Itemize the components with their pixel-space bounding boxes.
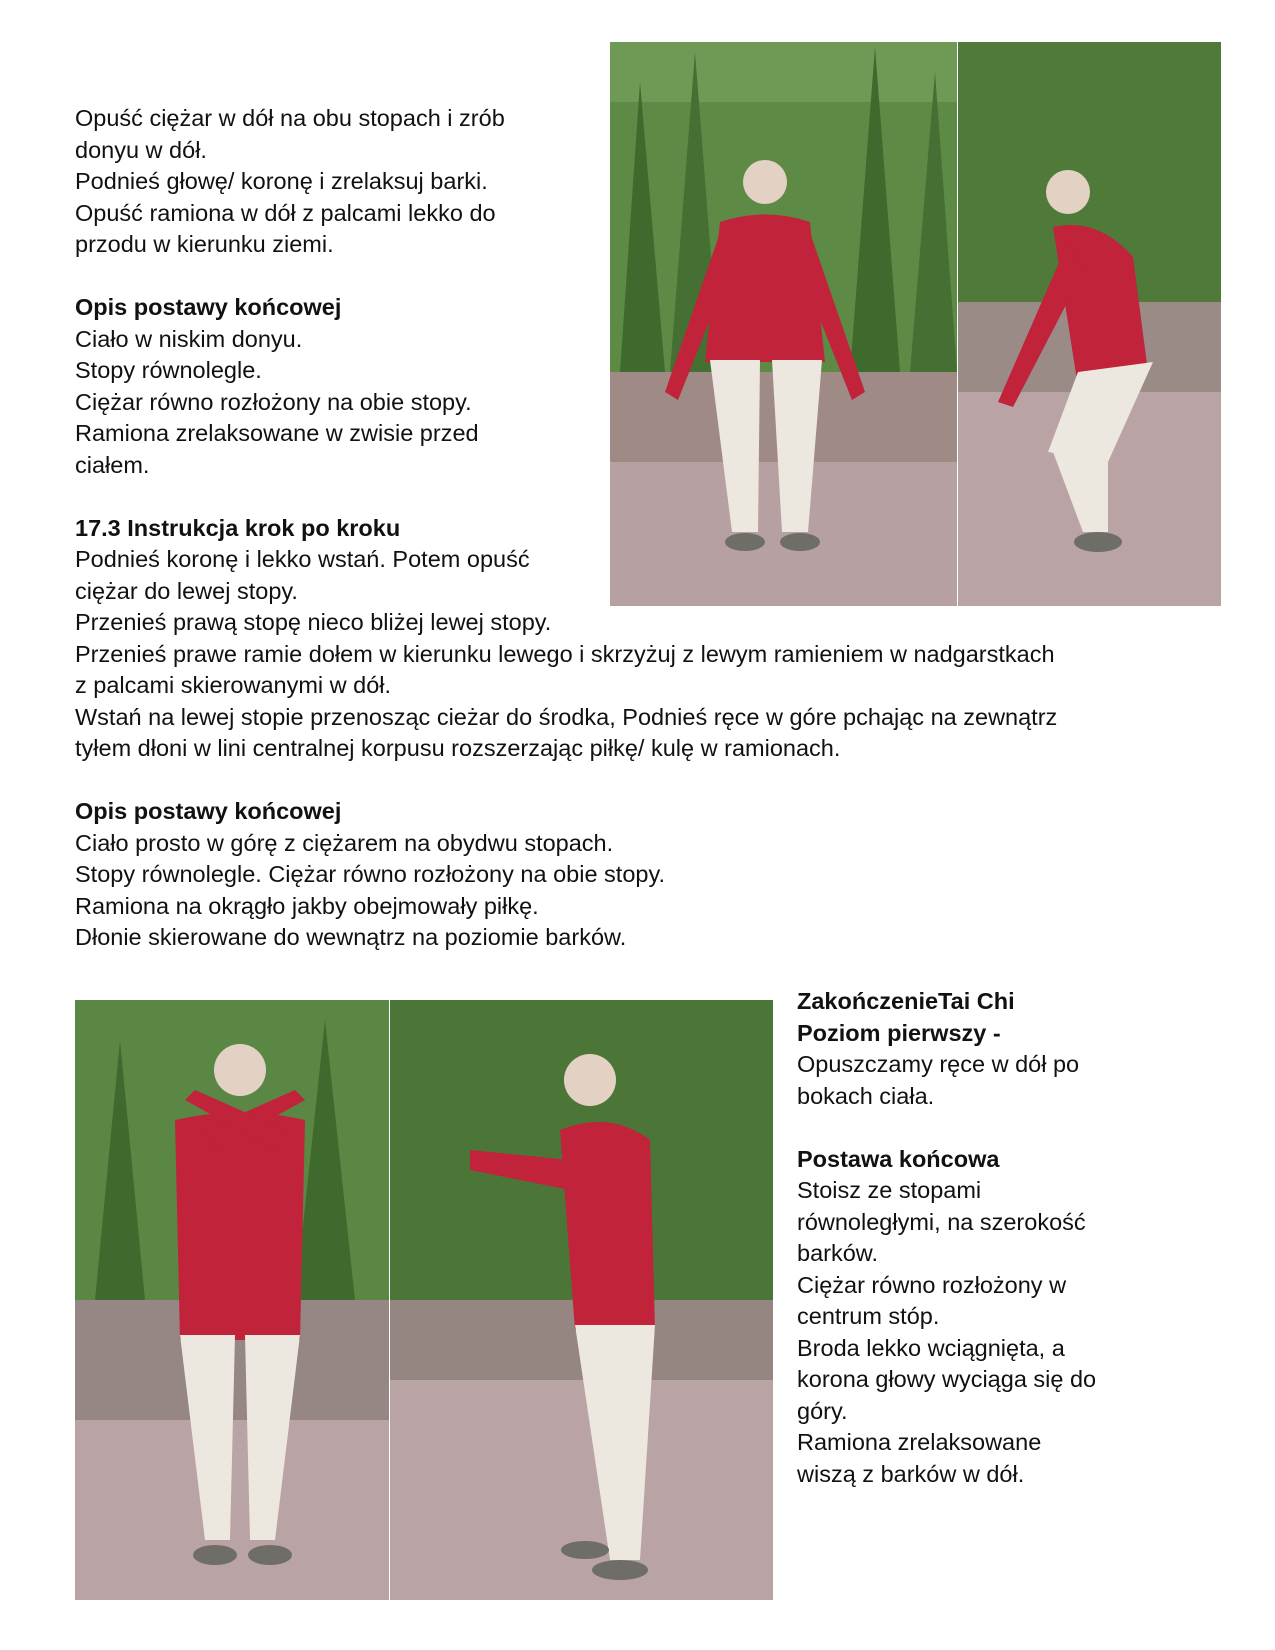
text-line: Stopy równolegle.	[75, 357, 262, 383]
text-line: Stoisz ze stopami	[797, 1177, 982, 1203]
text-line: Podnieś koronę i lekko wstań. Potem opuść	[75, 546, 530, 572]
text-line: Ciało prosto w górę z ciężarem na obydwu stopach.	[75, 829, 614, 856]
text-line: Ramiona na okrągło jakby obejmowały piłkę.	[75, 892, 539, 919]
text-line: z palcami skierowanymi w dół.	[75, 672, 392, 698]
text-line: Przenieś prawe ramie dołem w kierunku lewego i skrzyżuj z lewym ramieniem w nadgarstkach	[75, 640, 1055, 667]
text-line: Opuść ciężar w dół na obu stopach i zrób	[75, 105, 505, 131]
text-line: Stopy równolegle. Ciężar równo rozłożony na obie stopy.	[75, 861, 665, 887]
section-a-text	[75, 103, 1057, 954]
text-line: ciężar do lewej stopy.	[75, 577, 298, 604]
text-line: Ramiona zrelaksowane w zwisie przed	[75, 420, 479, 446]
text-line: równoległymi, na szerokość	[797, 1208, 1086, 1235]
text-line: Opuszczamy ręce w dół po	[797, 1051, 1080, 1077]
final-stance-heading: Opis postawy końcowej	[75, 798, 342, 824]
final-stance-heading: Postawa końcowa	[797, 1145, 1000, 1172]
text-line: ciałem.	[75, 451, 150, 478]
text-line: Broda lekko wciągnięta, a	[797, 1334, 1065, 1361]
text-line: Przenieś prawą stopę nieco bliżej lewej stopy.	[75, 609, 552, 635]
text-line: Ciężar równo rozłożony w	[797, 1271, 1067, 1298]
text-line: donyu w dół.	[75, 136, 207, 163]
text-line: barków.	[797, 1240, 878, 1266]
section-c-text	[797, 986, 1096, 1490]
text-line: Ciało w niskim donyu.	[75, 325, 303, 352]
text-line: wiszą z barków w dół.	[797, 1460, 1025, 1487]
text-line: Opuść ramiona w dół z palcami lekko do	[75, 199, 496, 226]
final-stance-heading: Opis postawy końcowej	[75, 294, 342, 320]
text-line: góry.	[797, 1397, 848, 1424]
text-line: Wstań na lewej stopie przenosząc cieżar do środka, Podnieś ręce w góre pchając na zewnątrz	[75, 703, 1058, 730]
closing-heading: ZakończenieTai Chi	[797, 988, 1015, 1014]
text-line: Ramiona zrelaksowane	[797, 1429, 1042, 1455]
text-line: Dłonie skierowane do wewnątrz na poziomie barków.	[75, 924, 627, 950]
photo-crossed-wrists-front	[75, 1000, 389, 1600]
closing-heading: Poziom pierwszy -	[797, 1019, 1001, 1046]
text-line: przodu w kierunku ziemi.	[75, 231, 334, 257]
text-line: bokach ciała.	[797, 1082, 935, 1109]
text-line: korona głowy wyciąga się do	[797, 1366, 1097, 1392]
section-heading: 17.3 Instrukcja krok po kroku	[75, 514, 401, 541]
photo-crossed-wrists-side	[390, 1000, 773, 1600]
text-line: Podnieś głowę/ koronę i zrelaksuj barki.	[75, 168, 488, 194]
text-line: Ciężar równo rozłożony na obie stopy.	[75, 388, 472, 415]
text-line: centrum stóp.	[797, 1303, 940, 1329]
text-line: tyłem dłoni w lini centralnej korpusu rozszerzając piłkę/ kulę w ramionach.	[75, 735, 841, 761]
